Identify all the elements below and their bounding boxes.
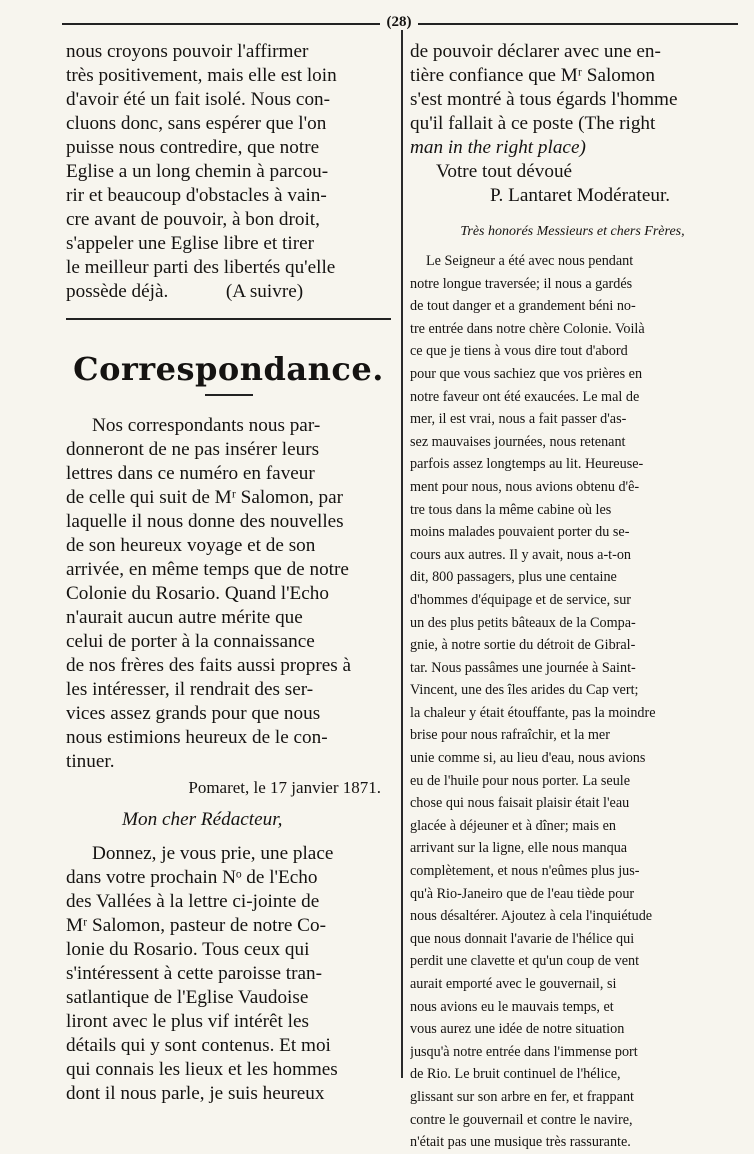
section-rule [66, 318, 391, 320]
text-line: d'avoir été un fait isolé. Nous con- [66, 89, 331, 110]
text-line: Mʳ Salomon, pasteur de notre Co- [66, 915, 326, 936]
text-line: aurait emporté avec le gouvernail, si [410, 976, 617, 992]
text-line: qu'à Rio-Janeiro que de l'eau tiède pour [410, 885, 635, 902]
heading-rule [205, 394, 253, 396]
text-line: jusqu'à notre entrée dans l'immense port [410, 1043, 638, 1060]
text-line: tar. Nous passâmes une journée à Saint- [410, 659, 636, 676]
text-line: de son heureux voyage et de son [66, 535, 316, 556]
lantaret-letter [66, 842, 391, 1106]
text-line: complètement, et nous n'eûmes plus jus- [410, 863, 640, 880]
text-line: celui de porter à la connaissance [66, 631, 315, 652]
text-line: dit, 800 passagers, plus une centaine [410, 569, 617, 586]
text-line: s'est montré à tous égards l'homme [410, 89, 678, 110]
text-line: vices assez grands pour que nous [66, 703, 321, 724]
header-rule-right [418, 23, 738, 25]
text-line: n'était pas une musique très rassurante. [410, 1134, 631, 1151]
text-line: s'intéressent à cette paroisse tran- [66, 963, 322, 984]
text-line: d'hommes d'équipage et de service, sur [410, 591, 632, 608]
text-line: nous désaltérer. Ajoutez à cela l'inquiétude [410, 908, 653, 925]
text-line: moins malades pouvaient porter du se- [410, 524, 630, 541]
text-line: de Rio. Le bruit continuel de l'hélice, [410, 1066, 621, 1083]
text-line: possède déjà. (A suivre) [66, 281, 304, 302]
text-line: chose qui nous faisait plaisir était l'eau [410, 795, 630, 812]
text-line: nous estimions heureux de le con- [66, 727, 328, 748]
text-line: Donnez, je vous prie, une place [92, 843, 334, 864]
text-line: brise pour nous rafraîchir, et la mer [410, 727, 610, 744]
text-line: tière confiance que Mʳ Salomon [410, 65, 655, 86]
header-rule-left [62, 23, 380, 25]
text-line: donneront de ne pas insérer leurs [66, 439, 320, 460]
lantaret-letter-end [410, 40, 735, 208]
text-line: s'appeler une Eglise libre et tirer [66, 233, 314, 254]
text-line: notre faveur ont été exaucées. Le mal de [410, 388, 640, 405]
text-line: cluons donc, sans espérer que l'on [66, 113, 327, 134]
text-line: Le Seigneur a été avec nous pendant [426, 253, 634, 269]
signature: P. Lantaret Modérateur. [490, 185, 671, 206]
text-line: Colonie du Rosario. Quand l'Echo [66, 583, 329, 604]
text-line: n'aurait aucun autre mérite que [66, 607, 303, 628]
dateline: Pomaret, le 17 janvier 1871. [188, 778, 381, 797]
text-line: cre avant de pouvoir, à bon droit, [66, 209, 320, 230]
editor-notice [66, 414, 391, 774]
text-line: mer, il est vrai, nous a fait passer d'as- [410, 411, 627, 428]
text-line: lettres dans ce numéro en faveur [66, 463, 315, 484]
text-line: ment pour nous, nous avions obtenu d'ê- [410, 478, 640, 495]
text-line: gnie, à notre sortie du détroit de Gibral- [410, 637, 636, 654]
salomon-letter [410, 250, 735, 1154]
text-line: laquelle il nous donne des nouvelles [66, 511, 344, 532]
text-line: lonie du Rosario. Tous ceux qui [66, 939, 310, 960]
text-line: de pouvoir déclarer avec une en- [410, 41, 661, 62]
section-heading: Correspondance. [73, 350, 384, 388]
text-line: liront avec le plus vif intérêt les [66, 1011, 309, 1032]
text-line: le meilleur parti des libertés qu'elle [66, 257, 336, 278]
left-column [66, 40, 391, 1106]
text-line: Vincent, une des îles arides du Cap vert; [410, 682, 639, 699]
text-line: pour que vous sachiez que vos prières en [410, 365, 643, 382]
text-line: très positivement, mais elle est loin [66, 65, 337, 86]
text-line: satlantique de l'Eglise Vaudoise [66, 987, 309, 1008]
text-line: arrivant sur la ligne, elle nous manqua [410, 840, 628, 857]
text-line: qui connais les lieux et les hommes [66, 1059, 338, 1080]
text-line: Nos correspondants nous par- [92, 415, 321, 436]
text-line: eu de l'huile pour nous porter. La seule [410, 772, 631, 789]
text-line: nous avions eu le mauvais temps, et [410, 998, 614, 1015]
text-line: des Vallées à la lettre ci-jointe de [66, 891, 320, 912]
page-number: (28) [386, 14, 412, 30]
text-line: unie comme si, au lieu d'eau, nous avions [410, 750, 646, 767]
text-line: sez mauvaises journées, nous retenant [410, 433, 626, 450]
right-column [410, 40, 735, 1154]
text-line: rir et beaucoup d'obstacles à vain- [66, 185, 327, 206]
text-line: puisse nous contredire, que notre [66, 137, 320, 158]
text-line: qu'il fallait à ce poste (The right [410, 113, 656, 134]
article-conclusion [66, 40, 391, 304]
text-line: dans votre prochain Nᵒ de l'Echo [66, 867, 318, 888]
text-line: la chaleur y était étouffante, pas la moindre [410, 704, 656, 721]
text-line: vous aurez une idée de notre situation [410, 1021, 625, 1038]
text-line: Eglise a un long chemin à parcou- [66, 161, 329, 182]
text-line: perdit une clavette et qu'un coup de vent [410, 953, 640, 970]
text-line: détails qui y sont contenus. Et moi [66, 1035, 331, 1056]
text-line: dont il nous parle, je suis heureux [66, 1083, 325, 1104]
text-line: tinuer. [66, 751, 115, 772]
text-line: cours aux autres. Il y avait, nous a-t-on [410, 546, 632, 563]
text-line: glissant sur son arbre en fer, et frappant [410, 1088, 634, 1105]
text-line: nous croyons pouvoir l'affirmer [66, 41, 309, 62]
text-line: tre entrée dans notre chère Colonie. Voilà [410, 320, 645, 337]
text-line: arrivée, en même temps que de notre [66, 559, 349, 580]
text-line: tre tous dans la même cabine où les [410, 501, 612, 518]
text-line: de celle qui suit de Mʳ Salomon, par [66, 487, 344, 508]
text-line: un des plus petits bâteaux de la Compa- [410, 614, 636, 631]
column-divider [401, 30, 403, 1078]
text-line: parfois assez longtemps au lit. Heureuse- [410, 456, 644, 473]
text-line: de nos frères des faits aussi propres à [66, 655, 352, 676]
text-line: glacée à déjeuner et à dîner; mais en [410, 817, 617, 834]
salutation: Mon cher Rédacteur, [122, 809, 283, 830]
text-line: contre le gouvernail et contre le navire, [410, 1111, 633, 1128]
closing: Votre tout dévoué [436, 161, 573, 182]
text-line: que nous donnait l'avarie de l'hélice qui [410, 930, 635, 947]
text-line: les intéresser, il rendrait des ser- [66, 679, 314, 700]
text-line: ce que je tiens à vous dire tout d'abord [410, 343, 628, 360]
text-line: notre longue traversée; il nous a gardés [410, 275, 633, 292]
text-line: de tout danger et a grandement béni no- [410, 298, 636, 315]
text-line: man in the right place) [410, 137, 586, 158]
addressee: Très honorés Messieurs et chers Frères, [460, 224, 685, 239]
